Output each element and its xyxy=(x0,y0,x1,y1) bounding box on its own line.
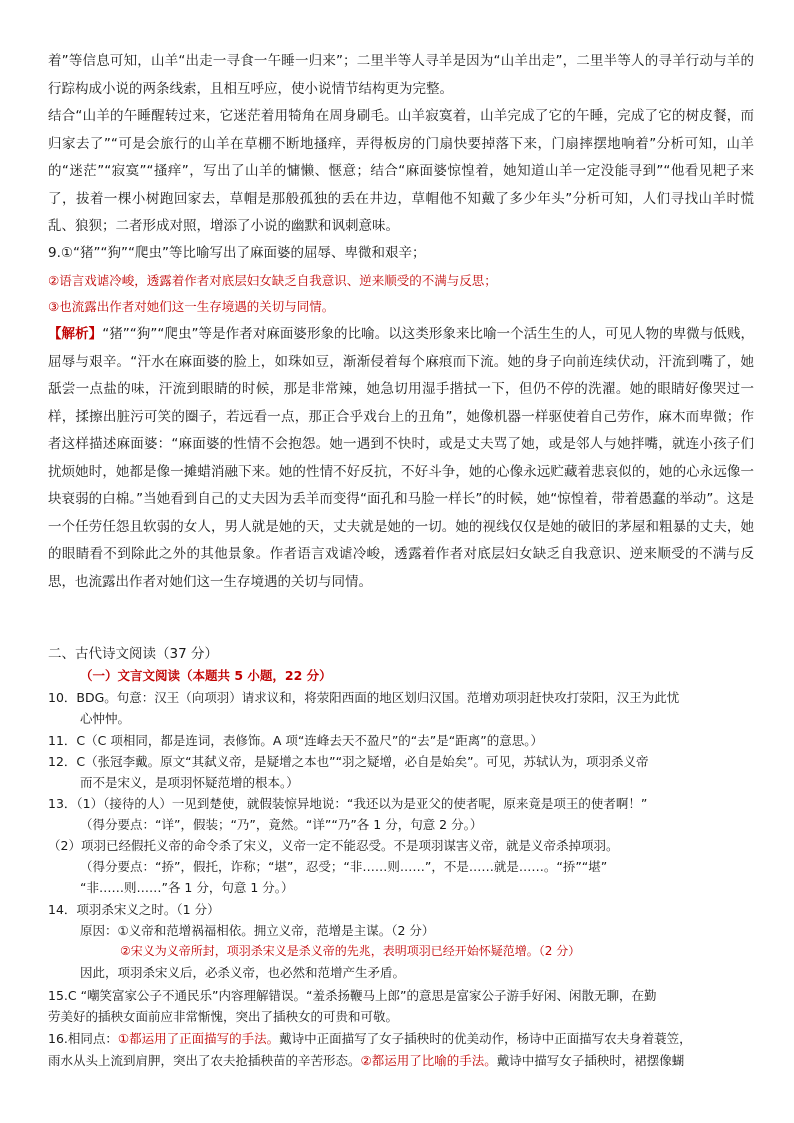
q14-reason-2: ②宋义为义帝所封，项羽杀宋义是杀义帝的先兆，表明项羽已经开始怀疑范增。（2 分） xyxy=(120,944,581,958)
q16-line-2-tail: 戴诗中描写女子插秧时，裙摆像蝴 xyxy=(496,1053,685,1068)
q15-line-1: 15.C “嘲笑富家公子不通民乐”内容理解错误。“羞杀扬鞭马上郎”的意思是富家公子游手好闲、闲散无聊，在勤 xyxy=(48,988,657,1003)
q16-line-1-text: 戴诗中正面描写了女子插秧时的优美动作，杨诗中正面描写农夫身着蓑笠， xyxy=(279,1031,692,1046)
q10-line-1: 10．BDG。句意：汉王（向项羽）请求议和，将荥阳西面的地区划归汉国。范增劝项羽赶快攻打荥阳，汉王为此忧 xyxy=(48,690,680,705)
analysis-text: “猪”“狗”“爬虫”等是作者对麻面婆形象的比喻。以这类形象来比喻一个活生生的人，可见人物的卑微与低贱，屈辱与艰辛。“汗水在麻面婆的脸上，如珠如豆，渐渐侵着每个麻痕而下流。她的身子向前连续伏动，汗流到嘴了，她舐尝一点盐的味，汗流到眼睛的时候，那是非常辣，她急切用湿手揩拭一下，但仍不停的洗濯。她的眼睛好像哭过一样，揉擦出脏污可笑的圈子，若远看一点，那正合乎戏台上的丑角”，她像机器一样驱使着自己劳作，麻木而卑微；作者这样描述麻面婆：“麻面婆的性情不会抱怨。她一遇到不快时，或是丈夫骂了她，或是邻人与她拌嘴，就连小孩子们扰烦她时，她都是像一摊蜡消融下来。她的性情不好反抗，不好斗争，她的心像永远贮藏着悲哀似的，她的心永远像一块衰弱的白棉。”当她看到自己的丈夫因为丢羊而变得“面孔和马脸一样长”的时候，她“惊惶着，带着愚蠢的举动”。这是一个任劳任怨且软弱的女人，男人就是她的天，丈夫就是她的一切。她的视线仅仅是她的破旧的茅屋和粗暴的丈夫，她的眼睛看不到除此之外的其他景象。作者语言戏谑冷峻，透露着作者对底层妇女缺乏自我意识、逆来顺受的不满与反思，也流露出作者对她们这一生存境遇的关切与同情。 xyxy=(48,326,755,590)
q16-label: 16.相同点： xyxy=(48,1031,118,1046)
q12-line-2: 而不是宋义，是项羽怀疑范增的根本。） xyxy=(80,775,299,790)
section-heading-ancient: 二、古代诗文阅读（37 分） xyxy=(48,646,218,662)
q9-analysis xyxy=(48,321,754,596)
q13-2-line-3: “非……则……”各 1 分，句意 1 分。） xyxy=(80,880,294,895)
q9-point-3: ③也流露出作者对她们这一生存境遇的关切与同情。 xyxy=(48,299,335,314)
paragraph-shanyang-combine: 结合“山羊的午睡醒转过来，它迷茫着用犄角在周身刷毛。山羊寂寞着，山羊完成了它的午睡，完成了它的树皮餐，而归家去了”“可是会旅行的山羊在草棚不断地搔痒，弄得板房的门扇快要掉落下来，门扇摔摆地响着”分析可知，山羊的“迷茫”“寂寞”“搔痒”，写出了山羊的慵懒、惬意；结合“麻面婆惊惶着，她知道山羊一定没能寻到”“他看见耙子来了，拔着一棵小树跑回家去，草帽是那般孤独的丢在井边，草帽他不知戴了多少年头”分析可知，人们寻找山羊时慌乱、狼狈；二者形成对照，增添了小说的幽默和讽刺意味。 xyxy=(48,108,754,234)
q12-line-1: 12．C（张冠李戴。原文“其弑义帝，是疑增之本也”“羽之疑增，必自是始矣”。可见，苏轼认为，项羽杀义帝 xyxy=(48,754,649,769)
q14-conclusion: 因此，项羽杀宋义后，必杀义帝，也必然和范增产生矛盾。 xyxy=(80,965,406,980)
q13-2-line-2: （得分要点：“挢”，假托，诈称；“堪”，忍受；“非……则……”，不是……就是……。“挢”“堪” xyxy=(80,859,608,874)
q13-2-line-1: （2）项羽已经假托义帝的命令杀了宋义，义帝一定不能忍受。不是项羽谋害义帝，就是义帝杀掉项羽。 xyxy=(48,838,619,853)
q16-line-2 xyxy=(48,1050,756,1071)
q13-1-line-2: （得分要点：“详”，假装；“乃”，竟然。“详”“乃”各 1 分，句意 2 分。） xyxy=(80,817,483,832)
q16-line-1 xyxy=(48,1028,756,1049)
q16-line-2-text: 雨水从头上流到肩胛，突出了农夫抢插秧苗的辛苦形态。 xyxy=(48,1053,361,1068)
q16-point-1: ①都运用了正面描写的手法。 xyxy=(117,1031,280,1046)
q9-point-1: 9.①“猪”“狗”“爬虫”等比喻写出了麻面婆的屈辱、卑微和艰辛； xyxy=(48,245,426,261)
q10-line-2: 心忡忡。 xyxy=(80,711,131,726)
q14-reason-1: 原因：①义帝和范增祸福相依。拥立义帝，范增是主谋。（2 分） xyxy=(80,923,435,938)
analysis-label: 【解析】 xyxy=(48,326,103,342)
q9-point-2: ②语言戏谑冷峻，透露着作者对底层妇女缺乏自我意识、逆来顺受的不满与反思； xyxy=(48,273,497,288)
sub-heading-classical-chinese: （一）文言文阅读（本题共 5 小题，22 分） xyxy=(80,668,332,683)
q16-point-2: ②都运用了比喻的手法。 xyxy=(360,1053,497,1068)
q11: 11．C（C 项相同，都是连词，表修饰。A 项“连峰去天不盈尺”的“去”是“距离”的意思。） xyxy=(48,733,543,748)
q13-1-line-1: 13．（1）（接待的人）一见到楚使，就假装惊异地说：“我还以为是亚父的使者呢，原来竟是项王的使者啊！” xyxy=(48,796,648,811)
paragraph-shanyang-continued: 着”等信息可知，山羊“出走一寻食一午睡一归来”；二里半等人寻羊是因为“山羊出走”，二里半等人的寻羊行动与羊的行踪构成小说的两条线索，且相互呼应，使小说情节结构更为完整。 xyxy=(48,53,754,97)
q15-line-2: 劳美好的插秧女面前应非常惭愧，突出了插秧女的可贵和可敬。 xyxy=(48,1009,399,1024)
q14-line-1: 14．项羽杀宋义之时。（1 分） xyxy=(48,902,220,917)
